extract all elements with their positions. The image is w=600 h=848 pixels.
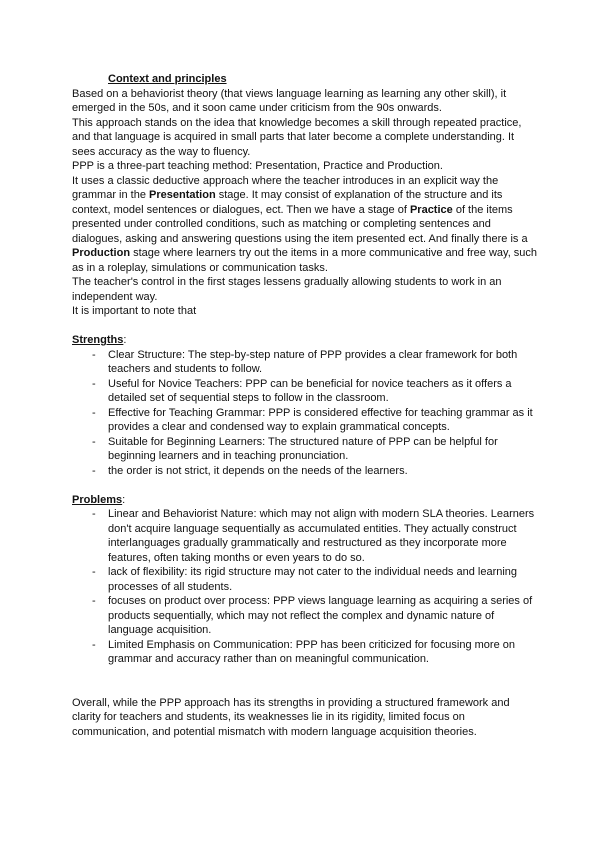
document-page	[72, 72, 538, 739]
problems-heading	[72, 493, 538, 508]
note-paragraph: It is important to note that	[72, 305, 197, 317]
text: stage where learners try out the items in a more communicative and free way, such as in a roleplay, simulations or communication tasks.	[72, 247, 538, 274]
list-item: - Linear and Behaviorist Nature: which may not align with modern SLA theories. Learners don't acquire language sequentially as accumulated entities. They actually construct interlanguages gradually grammatically and restructured as they incorporate more features, often taking months or even years to do so.	[108, 507, 538, 565]
section-title: Context and principles	[108, 73, 227, 85]
list-item: - Effective for Teaching Grammar: PPP is considered effective for teaching grammar as it provides a clear and condensed way to explain grammatical concepts.	[108, 406, 538, 435]
text: of the items presented under controlled conditions, such as matching or completing sentences and dialogues, asking and answering questions using the item presented ect. And finally there is a	[72, 203, 528, 245]
intro-paragraph: This approach stands on the idea that knowledge becomes a skill through repeated practice, and that language is acquired in small parts that later become a complete understanding. It sees accuracy as the way to fluency.	[72, 116, 522, 158]
list-item: - Limited Emphasis on Communication: PPP has been criticized for focusing more on grammar and accuracy rather than on meaningful communication.	[108, 638, 538, 667]
colon: :	[123, 334, 127, 346]
list-item: - focuses on product over process: PPP views language learning as acquiring a series of products sequentially, which may not reflect the complex and dynamic nature of language acquisition.	[108, 594, 538, 638]
list-item: - Clear Structure: The step-by-step nature of PPP provides a clear framework for both teachers and students to follow.	[108, 348, 538, 377]
colon: :	[122, 493, 126, 506]
strengths-heading	[72, 333, 538, 348]
intro-paragraph: Based on a behaviorist theory (that views language learning as learning any other skill), it emerged in the 50s, and it soon came under criticism from the 90s onwards.	[72, 87, 507, 114]
strengths-list	[72, 348, 538, 479]
heading-text: Strengths	[72, 334, 124, 346]
term-practice: Practice	[409, 203, 453, 216]
text: It uses a classic deductive approach where the teacher introduces in an explicit way the grammar in the	[72, 174, 499, 201]
intro-paragraph: PPP is a three-part teaching method: Presentation, Practice and Production.	[72, 160, 443, 172]
list-item: - the order is not strict, it depends on the needs of the learners.	[108, 464, 538, 479]
list-item: - lack of flexibility: its rigid structure may not cater to the individual needs and learning processes of all students.	[108, 565, 538, 594]
list-item: - Suitable for Beginning Learners: The structured nature of PPP can be helpful for beginning learners and in teaching pronunciation.	[108, 435, 538, 464]
method-paragraph	[72, 174, 538, 276]
conclusion-paragraph: Overall, while the PPP approach has its strengths in providing a structured framework and clarity for teachers and students, its weaknesses lie in its rigidity, limited focus on communication, and potential mismatch with modern language acquisition theories.	[72, 696, 510, 738]
control-paragraph: The teacher's control in the first stages lessens gradually allowing students to work in an independent way.	[72, 276, 502, 303]
list-item: - Useful for Novice Teachers: PPP can be beneficial for novice teachers as it offers a detailed set of sequential steps to follow in the classroom.	[108, 377, 538, 406]
problems-list	[72, 507, 538, 667]
text: stage. It may consist of explanation of the structure and its context, model sentences or dialogues, ect. Then we have a stage of	[72, 189, 503, 216]
term-presentation: Presentation	[149, 189, 216, 201]
term-production: Production	[72, 247, 131, 259]
heading-text: Problems	[72, 493, 123, 506]
